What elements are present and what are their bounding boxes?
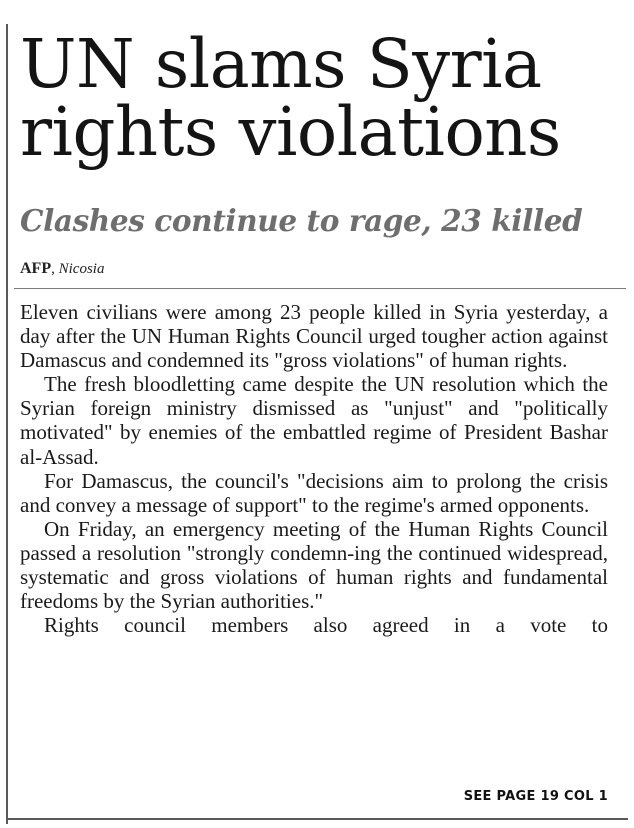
article-paragraph: Eleven civilians were among 23 people killed in Syria yesterday, a day after the UN Human Rights Council urged tougher action against Damascus and condemned its "gross violations" of human rights. — [20, 300, 608, 373]
article-paragraph: On Friday, an emergency meeting of the Human Rights Council passed a resolution "strongly condemn-ing the continued widespread, systematic and gross violations of human rights and fundamental freedoms by the Syrian authorities." — [20, 516, 608, 614]
article-paragraph: For Damascus, the council's "decisions aim to prolong the crisis and convey a message of support" to the regime's armed opponents. — [20, 468, 608, 517]
headline: UN slams Syria rights violations — [20, 25, 561, 171]
article-paragraph: The fresh bloodletting came despite the UN resolution which the Syrian foreign ministry dismissed as "unjust" and "politically motivated" by enemies of the embattled regime of President Bashar al-Assad. — [20, 372, 608, 469]
article-body — [20, 300, 608, 637]
continuation-jump: SEE PAGE 19 COL 1 — [463, 789, 608, 804]
column-rule-bottom — [6, 818, 628, 820]
byline-separator: , — [51, 261, 59, 277]
subheadline: Clashes continue to rage, 23 killed — [20, 203, 583, 238]
article-paragraph: Rights council members also agreed in a vote to — [44, 613, 608, 638]
column-rule-left — [6, 24, 8, 824]
byline-divider — [14, 288, 626, 289]
byline-location: Nicosia — [58, 261, 105, 277]
byline — [20, 259, 104, 279]
byline-agency: AFP — [20, 260, 52, 277]
